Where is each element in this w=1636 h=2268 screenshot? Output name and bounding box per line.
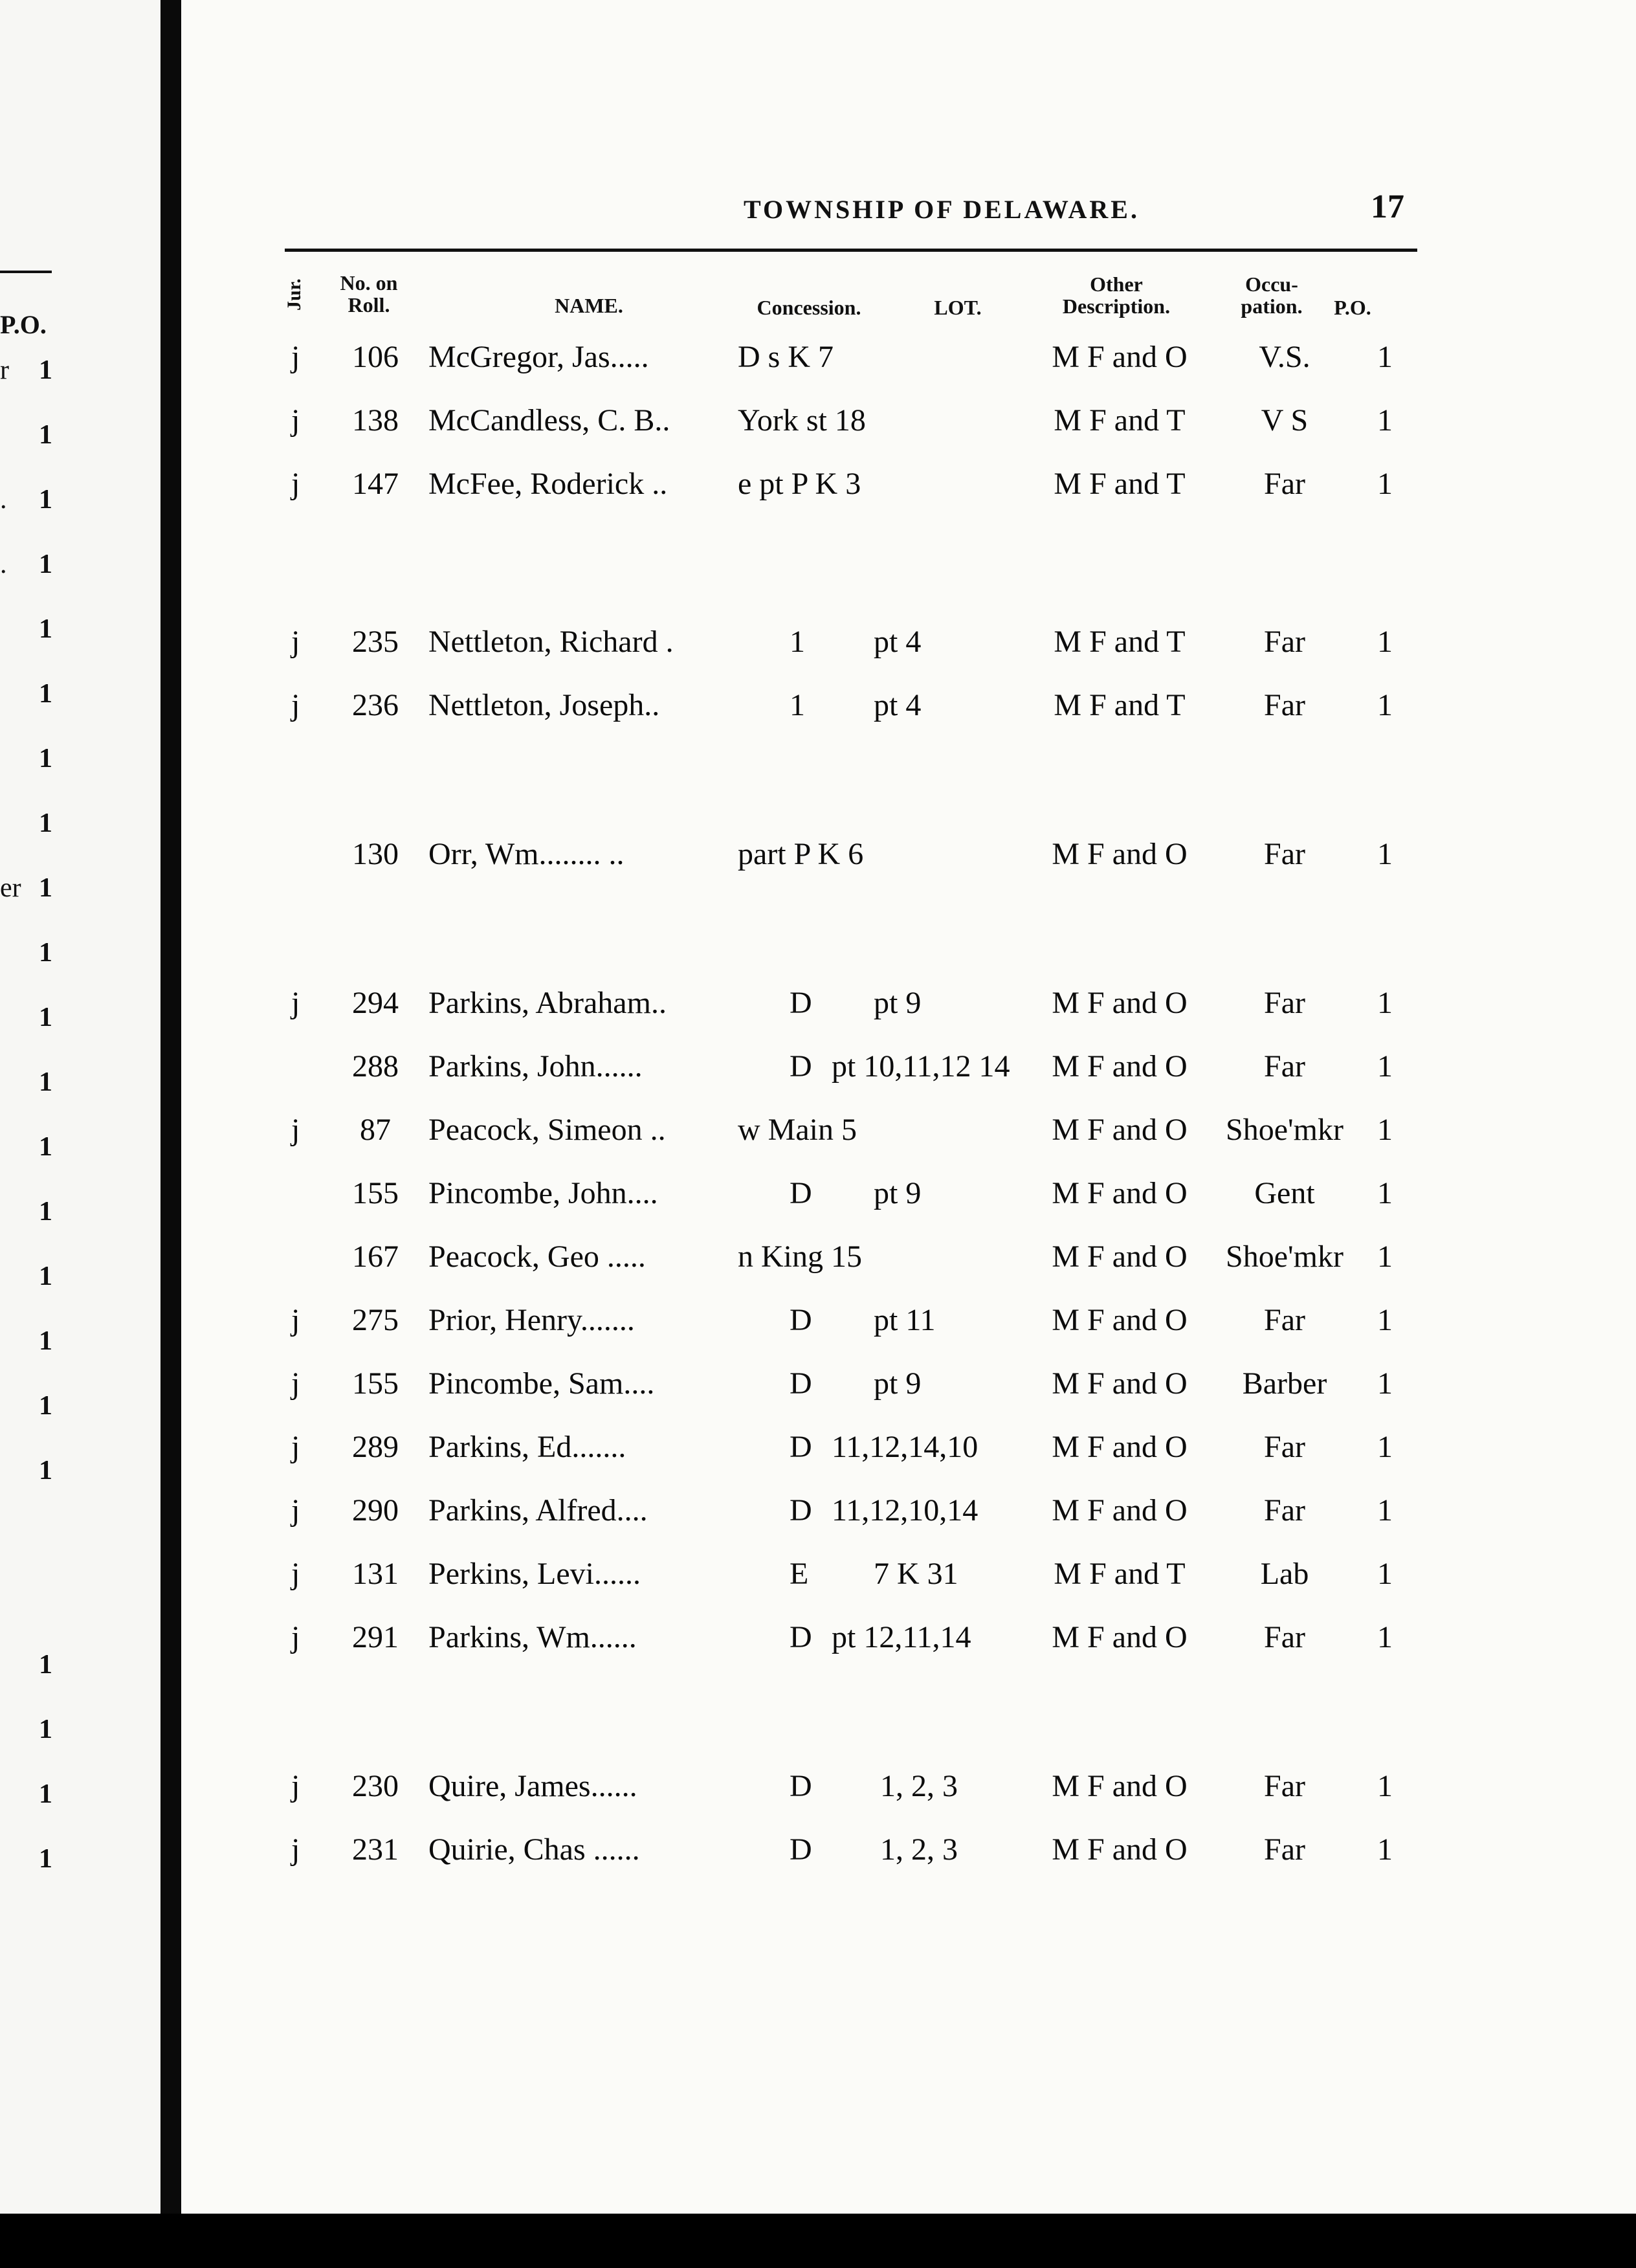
table-row xyxy=(181,339,1636,384)
cell-description: M F and T xyxy=(1054,403,1186,438)
cell-name: McCandless, C. B.. xyxy=(428,403,670,438)
cell-roll: 288 xyxy=(352,1049,399,1084)
table-row xyxy=(181,624,1636,669)
cell-name: Pincombe, John.... xyxy=(428,1176,658,1210)
cell-concession: E xyxy=(790,1557,809,1591)
cell-name: Parkins, Abraham.. xyxy=(428,986,667,1020)
fragment-po: 1 xyxy=(39,1779,52,1809)
cell-lot: pt 4 xyxy=(874,625,922,659)
cell-concession: York st 18 xyxy=(738,403,866,438)
cell-lot: pt 9 xyxy=(874,1176,922,1210)
cell-concession: D xyxy=(790,1049,812,1084)
cell-lot: 1, 2, 3 xyxy=(880,1769,958,1803)
cell-jur: j xyxy=(291,403,300,438)
cell-occupation: Shoe'mkr xyxy=(1226,1240,1343,1274)
cell-jur: j xyxy=(291,1113,300,1147)
cell-po: 1 xyxy=(1377,1176,1393,1210)
fragment-po: 1 xyxy=(39,1715,52,1744)
book-gutter xyxy=(160,0,181,2268)
cell-po: 1 xyxy=(1377,403,1393,438)
cell-description: M F and O xyxy=(1052,1303,1188,1337)
cell-roll: 289 xyxy=(352,1430,399,1464)
cell-description: M F and O xyxy=(1052,837,1188,871)
cell-description: M F and O xyxy=(1052,1493,1188,1528)
page-number: 17 xyxy=(1371,188,1404,225)
cell-roll: 87 xyxy=(360,1113,391,1147)
fragment-po: 1 xyxy=(39,808,52,838)
cell-roll: 167 xyxy=(352,1240,399,1274)
cell-occupation: Far xyxy=(1264,1430,1305,1464)
cell-concession: D xyxy=(790,986,812,1020)
table-row xyxy=(181,985,1636,1030)
cell-jur: j xyxy=(291,688,300,722)
cell-jur: j xyxy=(291,1493,300,1528)
cell-roll: 275 xyxy=(352,1303,399,1337)
cell-po: 1 xyxy=(1377,837,1393,871)
cell-description: M F and T xyxy=(1054,1557,1186,1591)
table-row xyxy=(181,836,1636,882)
cell-lot: 11,12,14,10 xyxy=(832,1430,978,1464)
cell-roll: 290 xyxy=(352,1493,399,1528)
fragment-po: 1 xyxy=(39,1391,52,1421)
cell-roll: 155 xyxy=(352,1176,399,1210)
fragment-po: 1 xyxy=(39,1650,52,1680)
fragment-po: 1 xyxy=(39,1456,52,1485)
cell-description: M F and O xyxy=(1052,1240,1188,1274)
cell-description: M F and O xyxy=(1052,1769,1188,1803)
cell-roll: 155 xyxy=(352,1366,399,1401)
cell-lot: pt 9 xyxy=(874,986,922,1020)
cell-po: 1 xyxy=(1377,1769,1393,1803)
fragment-po: 1 xyxy=(39,744,52,773)
col-header-other-description: Other Description. xyxy=(1062,272,1171,318)
cell-occupation: Far xyxy=(1264,1303,1305,1337)
cell-jur: j xyxy=(291,1832,300,1867)
fragment-prefix: er xyxy=(0,873,21,903)
cell-description: M F and T xyxy=(1054,467,1186,501)
cell-occupation: Far xyxy=(1264,688,1305,722)
cell-po: 1 xyxy=(1377,467,1393,501)
cell-lot: pt 12,11,14 xyxy=(832,1620,971,1654)
cell-name: Nettleton, Joseph.. xyxy=(428,688,660,722)
table-row xyxy=(181,403,1636,448)
cell-description: M F and O xyxy=(1052,340,1188,374)
cell-name: Orr, Wm........ .. xyxy=(428,837,625,871)
cell-name: Peacock, Geo ..... xyxy=(428,1240,646,1274)
cell-jur: j xyxy=(291,1557,300,1591)
cell-occupation: V.S. xyxy=(1259,340,1310,374)
fragment-po-header: P.O. xyxy=(0,310,47,339)
cell-lot: 11,12,10,14 xyxy=(832,1493,978,1528)
cell-roll: 147 xyxy=(352,467,399,501)
table-row xyxy=(181,687,1636,733)
fragment-prefix: . xyxy=(0,485,7,515)
cell-concession: D xyxy=(790,1620,812,1654)
cell-concession: 1 xyxy=(790,688,805,722)
cell-description: M F and O xyxy=(1052,1113,1188,1147)
cell-concession: w Main 5 xyxy=(738,1113,857,1147)
cell-po: 1 xyxy=(1377,1430,1393,1464)
cell-concession: 1 xyxy=(790,625,805,659)
cell-description: M F and O xyxy=(1052,1176,1188,1210)
cell-description: M F and T xyxy=(1054,688,1186,722)
cell-name: Parkins, Ed....... xyxy=(428,1430,626,1464)
cell-description: M F and O xyxy=(1052,1832,1188,1867)
cell-po: 1 xyxy=(1377,1620,1393,1654)
cell-name: Nettleton, Richard . xyxy=(428,625,674,659)
cell-roll: 138 xyxy=(352,403,399,438)
cell-jur: j xyxy=(291,1366,300,1401)
cell-po: 1 xyxy=(1377,1240,1393,1274)
cell-po: 1 xyxy=(1377,1049,1393,1084)
cell-name: Quirie, Chas ...... xyxy=(428,1832,640,1867)
fragment-po: 1 xyxy=(39,485,52,515)
cell-po: 1 xyxy=(1377,688,1393,722)
cell-occupation: Shoe'mkr xyxy=(1226,1113,1343,1147)
cell-jur: j xyxy=(291,1430,300,1464)
cell-po: 1 xyxy=(1377,986,1393,1020)
cell-occupation: Gent xyxy=(1254,1176,1315,1210)
fragment-po: 1 xyxy=(39,1067,52,1097)
fragment-prefix: r xyxy=(0,355,9,385)
cell-po: 1 xyxy=(1377,625,1393,659)
cell-roll: 130 xyxy=(352,837,399,871)
col-header-occupation: Occu- pation. xyxy=(1241,272,1303,318)
cell-concession: D xyxy=(790,1430,812,1464)
fragment-po: 1 xyxy=(39,1844,52,1874)
document-page xyxy=(181,0,1636,2214)
cell-lot: pt 9 xyxy=(874,1366,922,1401)
cell-name: Quire, James...... xyxy=(428,1769,637,1803)
cell-occupation: Lab xyxy=(1260,1557,1309,1591)
cell-name: Perkins, Levi...... xyxy=(428,1557,641,1591)
cell-concession: e pt P K 3 xyxy=(738,467,861,501)
cell-po: 1 xyxy=(1377,1557,1393,1591)
fragment-po: 1 xyxy=(39,614,52,644)
cell-concession: D xyxy=(790,1303,812,1337)
cell-name: Parkins, Alfred.... xyxy=(428,1493,648,1528)
cell-occupation: Far xyxy=(1264,837,1305,871)
fragment-po: 1 xyxy=(39,873,52,903)
cell-lot: pt 11 xyxy=(874,1303,936,1337)
cell-name: Pincombe, Sam.... xyxy=(428,1366,655,1401)
cell-occupation: Far xyxy=(1264,1620,1305,1654)
cell-concession: D xyxy=(790,1176,812,1210)
cell-concession: D s K 7 xyxy=(738,340,834,374)
col-header-po: P.O. xyxy=(1334,296,1371,319)
table-row xyxy=(181,466,1636,511)
col-header-roll: No. on Roll. xyxy=(340,271,398,317)
cell-lot: pt 10,11,12 14 xyxy=(832,1049,1010,1084)
cell-name: Parkins, John...... xyxy=(428,1049,643,1084)
table-row xyxy=(181,1768,1636,1814)
table-row xyxy=(181,1175,1636,1221)
cell-concession: D xyxy=(790,1832,812,1867)
fragment-po: 1 xyxy=(39,1326,52,1356)
col-header-lot: LOT. xyxy=(934,296,982,319)
cell-roll: 131 xyxy=(352,1557,399,1591)
cell-concession: D xyxy=(790,1493,812,1528)
cell-description: M F and O xyxy=(1052,1366,1188,1401)
cell-po: 1 xyxy=(1377,1113,1393,1147)
cell-name: McGregor, Jas..... xyxy=(428,340,649,374)
cell-name: Peacock, Simeon .. xyxy=(428,1113,666,1147)
cell-jur: j xyxy=(291,467,300,501)
table-row xyxy=(181,1112,1636,1157)
cell-name: Prior, Henry....... xyxy=(428,1303,635,1337)
cell-jur: j xyxy=(291,625,300,659)
cell-roll: 294 xyxy=(352,986,399,1020)
cell-po: 1 xyxy=(1377,1303,1393,1337)
fragment-po: 1 xyxy=(39,1003,52,1032)
cell-concession: D xyxy=(790,1769,812,1803)
previous-page-fragment xyxy=(0,0,160,2227)
col-header-name: NAME. xyxy=(555,294,623,317)
table-row xyxy=(181,1832,1636,1877)
fragment-prefix: . xyxy=(0,550,7,579)
fragment-po: 1 xyxy=(39,938,52,968)
table-row xyxy=(181,1302,1636,1348)
cell-roll: 230 xyxy=(352,1769,399,1803)
header-rule xyxy=(285,249,1417,252)
cell-occupation: Far xyxy=(1264,625,1305,659)
table-row xyxy=(181,1619,1636,1665)
cell-description: M F and T xyxy=(1054,625,1186,659)
cell-occupation: Far xyxy=(1264,1832,1305,1867)
fragment-po: 1 xyxy=(39,550,52,579)
cell-occupation: Barber xyxy=(1242,1366,1327,1401)
cell-occupation: Far xyxy=(1264,1493,1305,1528)
cell-name: Parkins, Wm...... xyxy=(428,1620,637,1654)
fragment-rule xyxy=(0,271,52,273)
cell-po: 1 xyxy=(1377,1493,1393,1528)
cell-name: McFee, Roderick .. xyxy=(428,467,668,501)
table-row xyxy=(181,1556,1636,1601)
cell-description: M F and O xyxy=(1052,1430,1188,1464)
fragment-po: 1 xyxy=(39,679,52,709)
fragment-po: 1 xyxy=(39,1132,52,1162)
table-row xyxy=(181,1049,1636,1094)
cell-description: M F and O xyxy=(1052,1049,1188,1084)
table-row xyxy=(181,1429,1636,1474)
cell-po: 1 xyxy=(1377,1832,1393,1867)
fragment-po: 1 xyxy=(39,1262,52,1291)
fragment-po: 1 xyxy=(39,355,52,385)
cell-roll: 236 xyxy=(352,688,399,722)
cell-po: 1 xyxy=(1377,340,1393,374)
cell-occupation: V S xyxy=(1261,403,1309,438)
cell-roll: 106 xyxy=(352,340,399,374)
cell-description: M F and O xyxy=(1052,986,1188,1020)
cell-jur: j xyxy=(291,986,300,1020)
cell-jur: j xyxy=(291,1303,300,1337)
cell-po: 1 xyxy=(1377,1366,1393,1401)
table-row xyxy=(181,1366,1636,1411)
scan-border-bottom xyxy=(0,2214,1636,2268)
cell-occupation: Far xyxy=(1264,467,1305,501)
cell-occupation: Far xyxy=(1264,986,1305,1020)
col-header-concession: Concession. xyxy=(757,296,861,319)
cell-occupation: Far xyxy=(1264,1769,1305,1803)
cell-jur: j xyxy=(291,1620,300,1654)
cell-roll: 231 xyxy=(352,1832,399,1867)
cell-description: M F and O xyxy=(1052,1620,1188,1654)
cell-roll: 235 xyxy=(352,625,399,659)
col-header-jur: Jur. xyxy=(283,278,305,311)
cell-lot: pt 4 xyxy=(874,688,922,722)
cell-lot: 1, 2, 3 xyxy=(880,1832,958,1867)
cell-concession: part P K 6 xyxy=(738,837,864,871)
fragment-po: 1 xyxy=(39,1197,52,1227)
cell-jur: j xyxy=(291,1769,300,1803)
table-row xyxy=(181,1239,1636,1284)
cell-occupation: Far xyxy=(1264,1049,1305,1084)
cell-roll: 291 xyxy=(352,1620,399,1654)
cell-concession: n King 15 xyxy=(738,1240,862,1274)
fragment-po: 1 xyxy=(39,420,52,450)
cell-jur: j xyxy=(291,340,300,374)
cell-concession: D xyxy=(790,1366,812,1401)
cell-lot: 7 K 31 xyxy=(874,1557,958,1591)
table-row xyxy=(181,1493,1636,1538)
running-title: TOWNSHIP OF DELAWARE. xyxy=(744,195,1140,224)
